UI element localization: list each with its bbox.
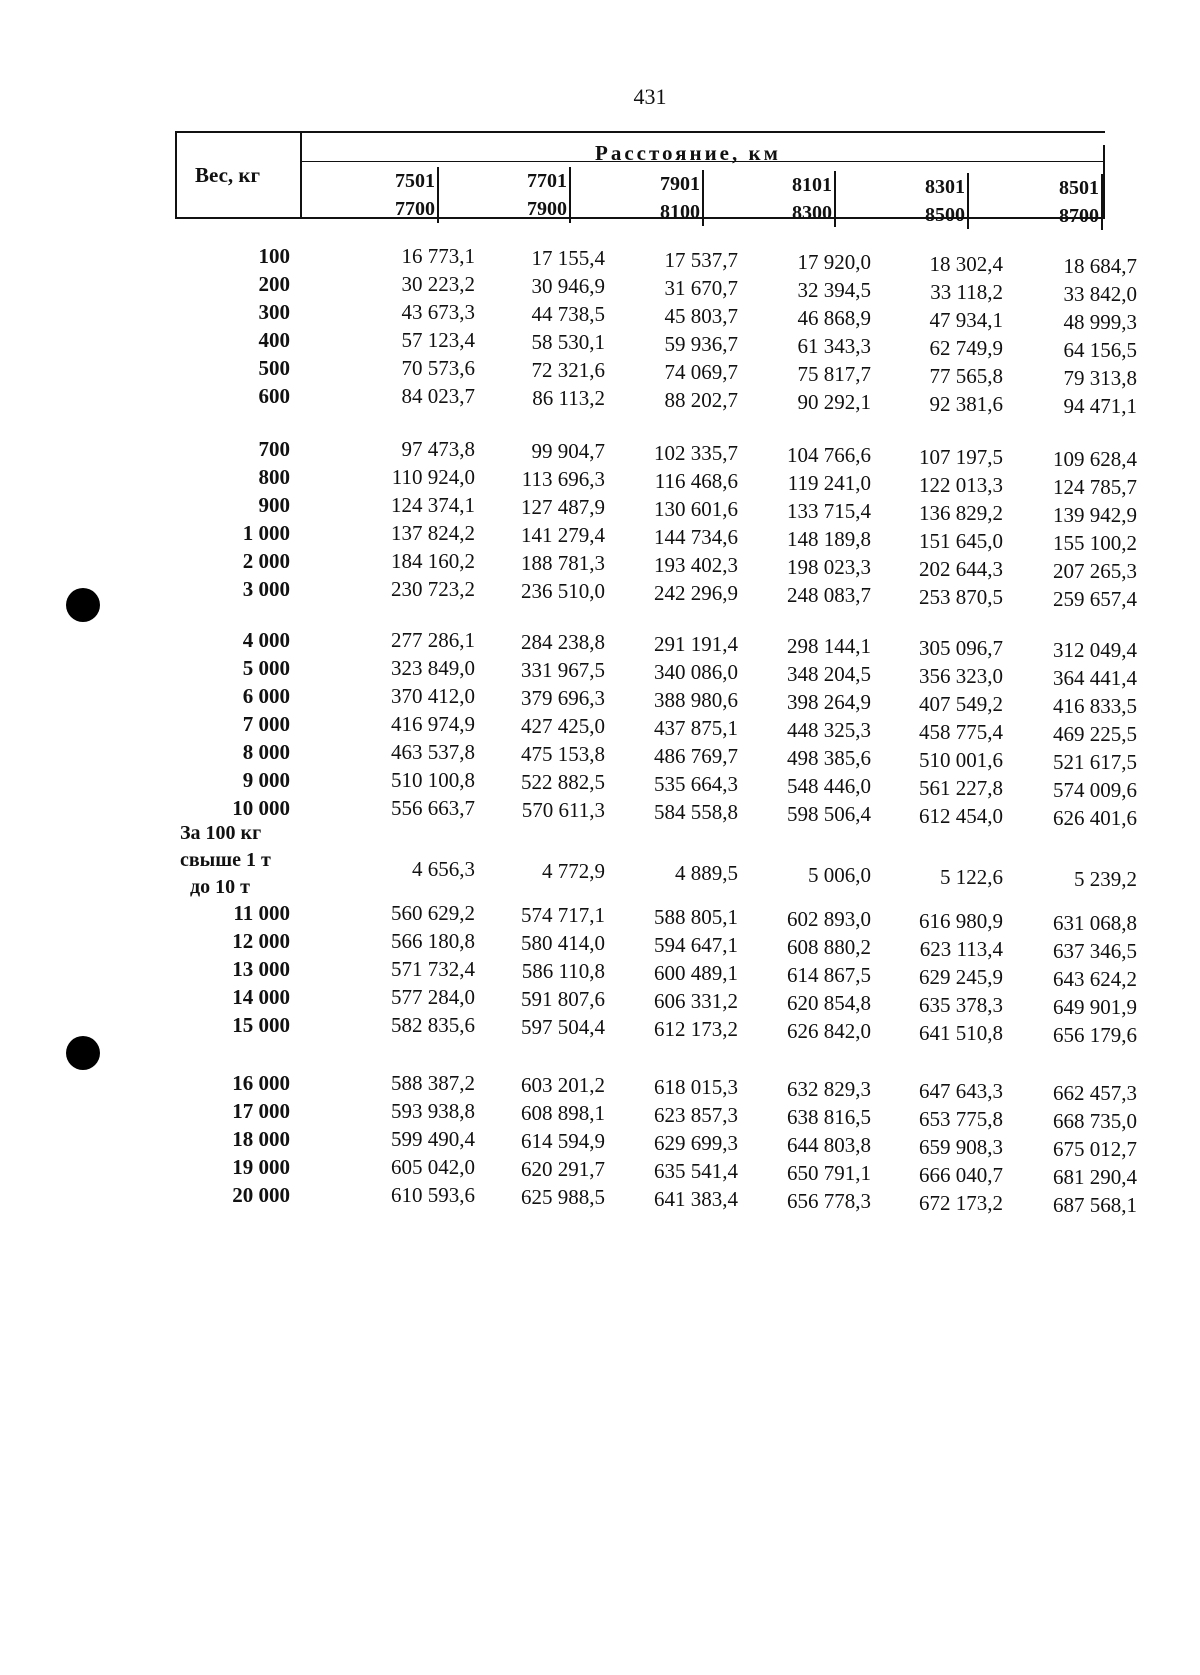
weight-cell: 12 000 [232,929,290,953]
table-row [160,243,1137,278]
weight-cell: 4 000 [242,628,290,652]
table-row [160,1182,1137,1217]
value-cell: 612 454,0 [919,804,1003,828]
table-row [160,548,1137,583]
value-cell: 92 381,6 [929,392,1003,416]
value-cell: 570 611,3 [521,798,605,822]
value-cell: 259 657,4 [1053,587,1137,611]
value-cell: 104 766,6 [787,443,871,467]
value-cell: 5 006,0 [808,863,871,887]
value-cell: 340 086,0 [654,660,738,684]
value-cell: 379 696,3 [521,686,605,710]
value-cell: 253 870,5 [919,585,1003,609]
weight-cell: 13 000 [232,957,290,981]
table-header [175,131,1105,227]
value-cell: 458 775,4 [919,720,1003,744]
value-cell: 88 202,7 [664,388,738,412]
value-cell: 618 015,3 [654,1075,738,1099]
value-cell: 608 898,1 [521,1101,605,1125]
value-cell: 122 013,3 [919,473,1003,497]
value-cell: 416 833,5 [1053,694,1137,718]
header-rule [1103,145,1105,217]
value-cell: 437 875,1 [654,716,738,740]
table-row [160,683,1137,718]
value-cell: 580 414,0 [521,931,605,955]
value-cell: 548 446,0 [787,774,871,798]
value-cell: 47 934,1 [929,308,1003,332]
table-row [160,299,1137,334]
value-cell: 643 624,2 [1053,967,1137,991]
value-cell: 43 673,3 [401,300,475,324]
value-cell: 57 123,4 [401,328,475,352]
value-cell: 4 656,3 [412,857,475,881]
header-rule [300,131,302,219]
table-row [160,1012,1137,1047]
distance-range-header: 8501 8700 [979,174,1103,230]
table-row [160,739,1137,774]
value-cell: 644 803,8 [787,1133,871,1157]
value-cell: 668 735,0 [1053,1109,1137,1133]
weight-cell: 6 000 [242,684,290,708]
value-cell: 370 412,0 [391,684,475,708]
value-cell: 17 537,7 [664,248,738,272]
value-cell: 5 122,6 [940,865,1003,889]
table-row [160,383,1137,418]
value-cell: 198 023,3 [787,555,871,579]
table-row [160,271,1137,306]
value-cell: 136 829,2 [919,501,1003,525]
value-cell: 64 156,5 [1063,338,1137,362]
value-cell: 291 191,4 [654,632,738,656]
table-row [160,436,1137,471]
weight-cell: 16 000 [232,1071,290,1095]
table-row [160,795,1137,830]
weight-column-title: Вес, кг [195,163,261,187]
value-cell: 48 999,3 [1063,310,1137,334]
value-cell: 653 775,8 [919,1107,1003,1131]
value-cell: 312 049,4 [1053,638,1137,662]
value-cell: 388 980,6 [654,688,738,712]
weight-cell: 10 000 [232,796,290,820]
value-cell: 650 791,1 [787,1161,871,1185]
weight-cell: 2 000 [242,549,290,573]
value-cell: 107 197,5 [919,445,1003,469]
weight-cell: 20 000 [232,1183,290,1207]
table-row [160,984,1137,1019]
value-cell: 641 383,4 [654,1187,738,1211]
value-cell: 681 290,4 [1053,1165,1137,1189]
value-cell: 30 946,9 [531,274,605,298]
value-cell: 603 201,2 [521,1073,605,1097]
value-cell: 46 868,9 [797,306,871,330]
value-cell: 16 773,1 [401,244,475,268]
value-cell: 498 385,6 [787,746,871,770]
value-cell: 594 647,1 [654,933,738,957]
value-cell: 593 938,8 [391,1099,475,1123]
value-cell: 364 441,4 [1053,666,1137,690]
value-cell: 99 904,7 [531,439,605,463]
value-cell: 137 824,2 [391,521,475,545]
value-cell: 33 118,2 [930,280,1003,304]
value-cell: 598 506,4 [787,802,871,826]
value-cell: 119 241,0 [787,471,871,495]
header-rule [175,131,1105,133]
value-cell: 90 292,1 [797,390,871,414]
value-cell: 614 867,5 [787,963,871,987]
value-cell: 356 323,0 [919,664,1003,688]
table-row [160,1154,1137,1189]
value-cell: 45 803,7 [664,304,738,328]
table-row [160,900,1137,935]
value-cell: 113 696,3 [521,467,605,491]
value-cell: 31 670,7 [664,276,738,300]
header-rule [175,131,177,217]
value-cell: 574 009,6 [1053,778,1137,802]
value-cell: 151 645,0 [919,529,1003,553]
weight-cell: 17 000 [232,1099,290,1123]
weight-cell: 1 000 [242,521,290,545]
value-cell: 656 778,3 [787,1189,871,1213]
value-cell: 656 179,6 [1053,1023,1137,1047]
value-cell: 305 096,7 [919,636,1003,660]
weight-cell: 9 000 [242,768,290,792]
distance-range-header: 7501 7700 [315,167,439,223]
table-row [160,711,1137,746]
value-cell: 32 394,5 [797,278,871,302]
value-cell: 631 068,8 [1053,911,1137,935]
value-cell: 74 069,7 [664,360,738,384]
value-cell: 561 227,8 [919,776,1003,800]
value-cell: 566 180,8 [391,929,475,953]
weight-cell: 14 000 [232,985,290,1009]
value-cell: 637 346,5 [1053,939,1137,963]
value-cell: 635 541,4 [654,1159,738,1183]
value-cell: 236 510,0 [521,579,605,603]
value-cell: 230 723,2 [391,577,475,601]
value-cell: 427 425,0 [521,714,605,738]
value-cell: 4 889,5 [675,861,738,885]
value-cell: 486 769,7 [654,744,738,768]
value-cell: 84 023,7 [401,384,475,408]
value-cell: 625 988,5 [521,1185,605,1209]
value-cell: 591 807,6 [521,987,605,1011]
value-cell: 33 842,0 [1063,282,1137,306]
value-cell: 44 738,5 [531,302,605,326]
weight-cell: 100 [258,244,290,268]
value-cell: 475 153,8 [521,742,605,766]
value-cell: 626 401,6 [1053,806,1137,830]
value-cell: 620 854,8 [787,991,871,1015]
weight-cell: 500 [258,356,290,380]
value-cell: 629 699,3 [654,1131,738,1155]
value-cell: 242 296,9 [654,581,738,605]
value-cell: 277 286,1 [391,628,475,652]
value-cell: 612 173,2 [654,1017,738,1041]
value-cell: 133 715,4 [787,499,871,523]
value-cell: 94 471,1 [1063,394,1137,418]
value-cell: 448 325,3 [787,718,871,742]
value-cell: 616 980,9 [919,909,1003,933]
table-row [160,464,1137,499]
value-cell: 629 245,9 [919,965,1003,989]
value-cell: 600 489,1 [654,961,738,985]
value-cell: 18 302,4 [929,252,1003,276]
value-cell: 521 617,5 [1053,750,1137,774]
value-cell: 638 816,5 [787,1105,871,1129]
value-cell: 614 594,9 [521,1129,605,1153]
table-row [160,1098,1137,1133]
table-row [160,1126,1137,1161]
value-cell: 248 083,7 [787,583,871,607]
value-cell: 77 565,8 [929,364,1003,388]
value-cell: 632 829,3 [787,1077,871,1101]
value-cell: 560 629,2 [391,901,475,925]
value-cell: 5 239,2 [1074,867,1137,891]
value-cell: 139 942,9 [1053,503,1137,527]
weight-cell: 700 [258,437,290,461]
value-cell: 469 225,5 [1053,722,1137,746]
value-cell: 144 734,6 [654,525,738,549]
value-cell: 86 113,2 [532,386,605,410]
value-cell: 58 530,1 [531,330,605,354]
weight-cell: 15 000 [232,1013,290,1037]
weight-cell: 19 000 [232,1155,290,1179]
value-cell: 331 967,5 [521,658,605,682]
value-cell: 102 335,7 [654,441,738,465]
punch-hole [66,1036,100,1070]
value-cell: 348 204,5 [787,662,871,686]
value-cell: 620 291,7 [521,1157,605,1181]
value-cell: 571 732,4 [391,957,475,981]
value-cell: 398 264,9 [787,690,871,714]
value-cell: 284 238,8 [521,630,605,654]
value-cell: 582 835,6 [391,1013,475,1037]
value-cell: 522 882,5 [521,770,605,794]
distance-range-header: 8301 8500 [845,173,969,229]
value-cell: 599 490,4 [391,1127,475,1151]
table-row [160,767,1137,802]
value-cell: 597 504,4 [521,1015,605,1039]
value-cell: 155 100,2 [1053,531,1137,555]
value-cell: 17 155,4 [531,246,605,270]
value-cell: 298 144,1 [787,634,871,658]
weight-cell: 600 [258,384,290,408]
value-cell: 109 628,4 [1053,447,1137,471]
value-cell: 535 664,3 [654,772,738,796]
table-row [160,956,1137,991]
table-row [160,655,1137,690]
value-cell: 17 920,0 [797,250,871,274]
value-cell: 675 012,7 [1053,1137,1137,1161]
value-cell: 97 473,8 [401,437,475,461]
table-row [160,492,1137,527]
value-cell: 188 781,3 [521,551,605,575]
value-cell: 610 593,6 [391,1183,475,1207]
weight-cell: 7 000 [242,712,290,736]
distance-range-header: 8101 8300 [712,171,836,227]
value-cell: 202 644,3 [919,557,1003,581]
value-cell: 588 805,1 [654,905,738,929]
value-cell: 574 717,1 [521,903,605,927]
value-cell: 666 040,7 [919,1163,1003,1187]
weight-cell: 900 [258,493,290,517]
value-cell: 510 001,6 [919,748,1003,772]
value-cell: 127 487,9 [521,495,605,519]
weight-cell: 5 000 [242,656,290,680]
value-cell: 184 160,2 [391,549,475,573]
weight-cell: 300 [258,300,290,324]
weight-cell: 800 [258,465,290,489]
table-row [160,576,1137,611]
value-cell: 124 785,7 [1053,475,1137,499]
value-cell: 605 042,0 [391,1155,475,1179]
weight-cell: 18 000 [232,1127,290,1151]
value-cell: 623 113,4 [919,937,1003,961]
value-cell: 30 223,2 [401,272,475,296]
table-row [160,928,1137,963]
value-cell: 584 558,8 [654,800,738,824]
value-cell: 510 100,8 [391,768,475,792]
table-row [160,355,1137,390]
distance-range-header: 7701 7900 [447,167,571,223]
table-row [160,1070,1137,1105]
value-cell: 116 468,6 [654,469,738,493]
value-cell: 79 313,8 [1063,366,1137,390]
value-cell: 463 537,8 [391,740,475,764]
value-cell: 323 849,0 [391,656,475,680]
table-row [160,520,1137,555]
value-cell: 148 189,8 [787,527,871,551]
weight-cell: 200 [258,272,290,296]
weight-cell: 3 000 [242,577,290,601]
value-cell: 649 901,9 [1053,995,1137,1019]
value-cell: 659 908,3 [919,1135,1003,1159]
weight-cell: 400 [258,328,290,352]
value-cell: 635 378,3 [919,993,1003,1017]
punch-hole [66,588,100,622]
value-cell: 556 663,7 [391,796,475,820]
table-row [160,327,1137,362]
table-row [160,627,1137,662]
value-cell: 647 643,3 [919,1079,1003,1103]
value-cell: 588 387,2 [391,1071,475,1095]
distance-range-header: 7901 8100 [580,170,704,226]
value-cell: 130 601,6 [654,497,738,521]
value-cell: 641 510,8 [919,1021,1003,1045]
value-cell: 75 817,7 [797,362,871,386]
value-cell: 623 857,3 [654,1103,738,1127]
per-100kg-label: За 100 кг свыше 1 т до 10 т [180,822,271,898]
value-cell: 687 568,1 [1053,1193,1137,1217]
value-cell: 606 331,2 [654,989,738,1013]
value-cell: 18 684,7 [1063,254,1137,278]
value-cell: 602 893,0 [787,907,871,931]
value-cell: 141 279,4 [521,523,605,547]
value-cell: 193 402,3 [654,553,738,577]
value-cell: 62 749,9 [929,336,1003,360]
value-cell: 59 936,7 [664,332,738,356]
value-cell: 577 284,0 [391,985,475,1009]
distance-group-title: Расстояние, км [595,141,781,165]
value-cell: 72 321,6 [531,358,605,382]
value-cell: 586 110,8 [521,959,605,983]
value-cell: 4 772,9 [542,859,605,883]
value-cell: 662 457,3 [1053,1081,1137,1105]
value-cell: 672 173,2 [919,1191,1003,1215]
value-cell: 608 880,2 [787,935,871,959]
value-cell: 407 549,2 [919,692,1003,716]
value-cell: 61 343,3 [797,334,871,358]
page-number: 431 [633,84,667,109]
value-cell: 110 924,0 [391,465,475,489]
value-cell: 207 265,3 [1053,559,1137,583]
weight-cell: 8 000 [242,740,290,764]
weight-cell: 11 000 [233,901,290,925]
value-cell: 626 842,0 [787,1019,871,1043]
value-cell: 70 573,6 [401,356,475,380]
value-cell: 416 974,9 [391,712,475,736]
value-cell: 124 374,1 [391,493,475,517]
